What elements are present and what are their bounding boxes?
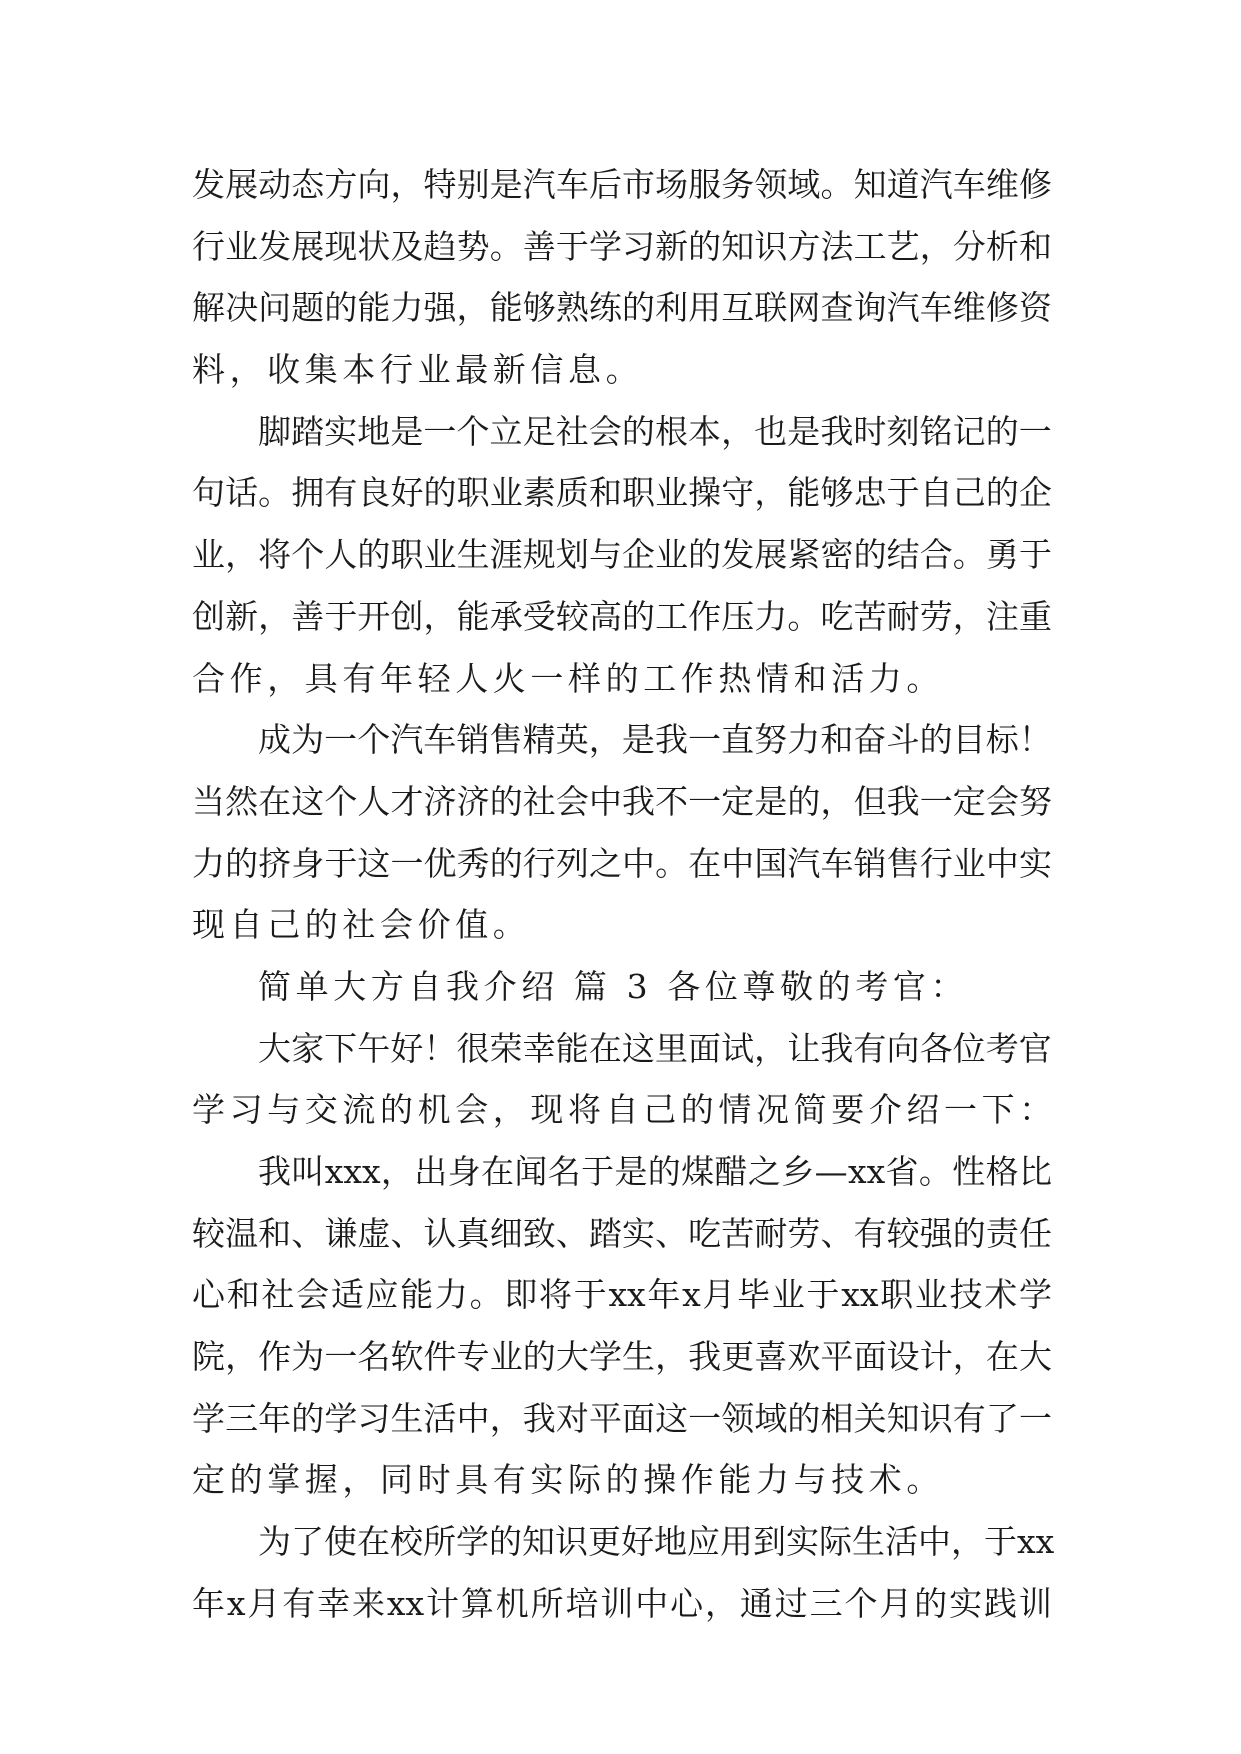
text-line: 创 新 ， 善 于 开 创 ， 能 承 受 较 高 的 工 作 压 力 。 吃 苦 耐 劳 ， 注 重 — [192, 596, 1052, 636]
text-line: 大 家 下 午 好 ！ 很 荣 幸 能 在 这 里 面 试 ， 让 我 有 向 各 位 考 官 — [258, 1028, 1052, 1068]
text-line: 成 为 一 个 汽 车 销 售 精 英 ， 是 我 一 直 努 力 和 奋 斗 的 目 标 ！ — [258, 720, 1052, 760]
text-line: 为 了 使 在 校 所 学 的 知 识 更 好 地 应 用 到 实 际 生 活 中 ， 于 xx — [258, 1522, 1055, 1562]
text-line: 心 和 社 会 适 应 能 力 。 即 将 于 xx 年 x 月 毕 业 于 xx 职 业 技 术 学 — [192, 1275, 1052, 1315]
text-line: 料，收集本行业最新信息。 — [192, 350, 644, 390]
text-line: 现自己的社会价值。 — [192, 905, 531, 945]
text-line: 学习与交流的机会，现将自己的情况简要介绍一下： — [192, 1090, 1057, 1130]
text-line: 简单大方自我介绍 篇 3 各位尊敬的考官： — [258, 966, 969, 1006]
text-line: 行 业 发 展 现 状 及 趋 势 。 善 于 学 习 新 的 知 识 方 法 工 艺 ， 分 析 和 — [192, 226, 1052, 266]
text-line: 定的掌握，同时具有实际的操作能力与技术。 — [192, 1460, 944, 1500]
text-line: 脚 踏 实 地 是 一 个 立 足 社 会 的 根 本 ， 也 是 我 时 刻 铭 记 的 一 — [258, 411, 1052, 451]
text-line: 力 的 挤 身 于 这 一 优 秀 的 行 列 之 中 。 在 中 国 汽 车 销 售 行 业 中 实 — [192, 843, 1052, 883]
text-line: 学 三 年 的 学 习 生 活 中 ， 我 对 平 面 这 一 领 域 的 相 关 知 识 有 了 一 — [192, 1398, 1052, 1438]
text-line: 业 ， 将 个 人 的 职 业 生 涯 规 划 与 企 业 的 发 展 紧 密 的 结 合 。 勇 于 — [192, 535, 1052, 575]
text-line: 句 话 。 拥 有 良 好 的 职 业 素 质 和 职 业 操 守 ， 能 够 忠 于 自 己 的 企 — [192, 473, 1052, 513]
text-line: 院 ， 作 为 一 名 软 件 专 业 的 大 学 生 ， 我 更 喜 欢 平 面 设 计 ， 在 大 — [192, 1337, 1052, 1377]
text-line: 解 决 问 题 的 能 力 强 ， 能 够 熟 练 的 利 用 互 联 网 查 询 汽 车 维 修 资 — [192, 288, 1052, 328]
text-line: 合作，具有年轻人火一样的工作热情和活力。 — [192, 658, 944, 698]
text-line: 年 x 月 有 幸 来 xx 计 算 机 所 培 训 中 心 ， 通 过 三 个 月 的 实 践 训 — [192, 1583, 1052, 1623]
text-line: 较 温 和 、 谦 虚 、 认 真 细 致 、 踏 实 、 吃 苦 耐 劳 、 有 较 强 的 责 任 — [192, 1213, 1052, 1253]
document-body — [192, 154, 1057, 1635]
text-line: 当 然 在 这 个 人 才 济 济 的 社 会 中 我 不 一 定 是 的 ， 但 我 一 定 会 努 — [192, 781, 1052, 821]
text-line: 发 展 动 态 方 向 ， 特 别 是 汽 车 后 市 场 服 务 领 域 。 知 道 汽 车 维 修 — [192, 165, 1052, 204]
text-line: 我 叫 xxx ， 出 身 在 闻 名 于 是 的 煤 醋 之 乡 — xx 省 。 性 格 比 — [258, 1152, 1052, 1191]
